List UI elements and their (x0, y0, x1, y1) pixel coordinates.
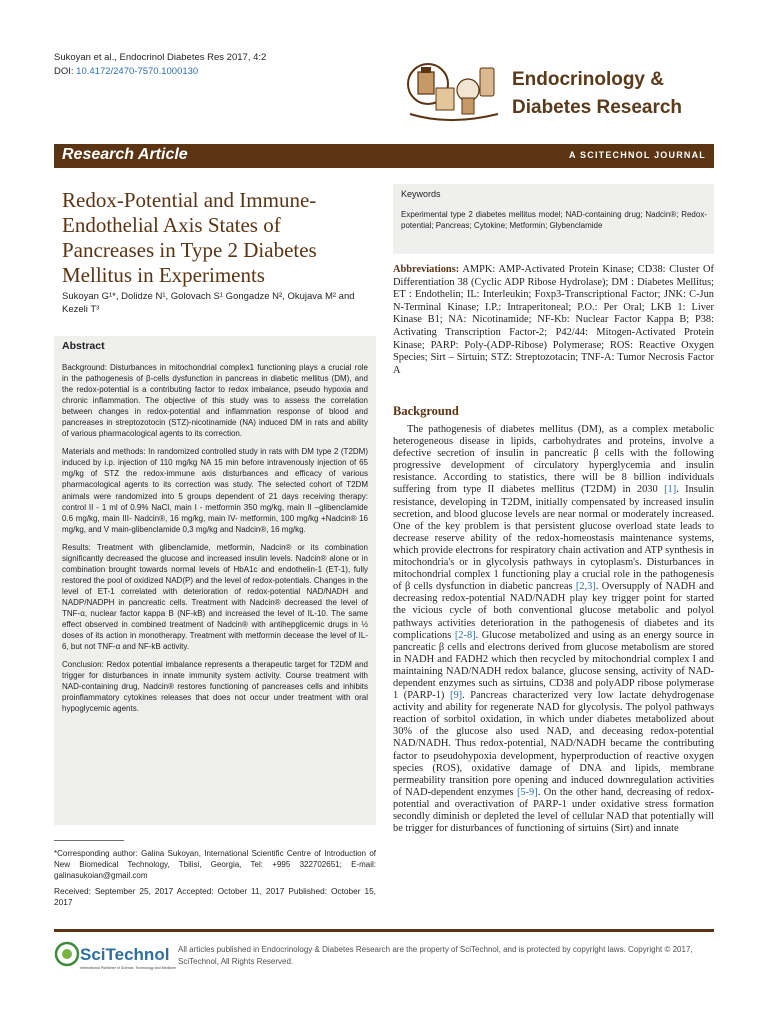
corresponding-author: *Corresponding author: Galina Sukoyan, International Scientific Centre of Introduction of New Biomedical Technology, Tbilisi, Georgia, Tel: +995 322702651; E-mail: galinasukoian@gmail.com (54, 849, 376, 880)
keywords-heading: Keywords (401, 189, 441, 199)
publisher-tag: A SCITECHNOL JOURNAL (568, 150, 706, 160)
background-text-4: . Glucose metabolized and using as an energy source in pancreatic β cells and electrons derived from glucose metabolism are stored in NADH and FADH2 which then recycled by mitochondrial complex I and maintaining NAD/NADH redox balance, glucose sensing, activity of NAD-dependent enzymes such as sirtuins, CD38 and polyADP ribose polymerase 1 (PARP-1) (393, 629, 714, 702)
scitechnol-brand-text: SciTechnol (80, 945, 170, 964)
keywords-text: Experimental type 2 diabetes mellitus model; NAD-containing drug; Nadcin®; Redox-potential; Pancreas; Cytokine; Metformin; Glybenclamide (401, 210, 707, 230)
abbreviations-label: Abbreviations: (393, 264, 460, 275)
background-heading: Background (393, 404, 459, 418)
citation-link[interactable]: [5-9] (516, 786, 538, 798)
citation-link[interactable]: [2-8] (454, 629, 476, 641)
citation-link[interactable]: [2,3] (575, 581, 596, 593)
abstract-heading: Abstract (62, 340, 105, 352)
article-title: Redox-Potential and Immune-Endothelial Axis States of Pancreases in Type 2 Diabetes Mellitus in Experiments (62, 188, 317, 287)
abstract-methods: Materials and methods: In randomized controlled study in rats with DM type 2 (T2DM) induced by i.p. injection of 110 mg/kg NA 15 min before intravenously injection of 65 mg/kg of STZ the redox-immune axis disturbances and efficacy of various pharmacological agents to its correction was study. The selected cohort of T2DM animals were randomized into 5 groups dependent of 21 days receiving therapy: control II - 1 ml of 0.9% NaCl, main I - metformin 350 mg/kg, main II –glibenclamide 0.6 mg/kg, main III- Nadcin®, 16 mg/kg, main IV- metformin, 100 mg/kg +Nadcin® 16 mg/kg, and V main-glibenclamide 0,3 mg/kg and Nadcin®, 16 mg/kg. (62, 447, 368, 534)
abstract-background: Background: Disturbances in mitochondrial complex1 functioning plays a crucial role in the pathogenesis of β-cells dysfunction in pancreas in diabetic mellitus (DM), and the redox-potential is a contributing factor to redox imbalance, pseudo hypoxia and chronic inflammation. The objective of this study was to assess the correlation between changes in redox-potential and inflammation response of blood and pancreases in streptozotocin (STZ)-nicotinamide (NA) induced DM in rats and ability of various pharmacological agents to its correction. (62, 363, 368, 439)
background-text-2: . Insulin resistance, developing in T2DM, initially compensated by increased insulin secretion, and blood glucose levels are near normal or moderately increased. One of the key problem is that persistent glucose overload state leads to decrease reserve ability of the redox-homeostasis maintenance systems, which provide electrons for respiratory chain activation and ATP synthesis in mitochondria's or in glycolysis pathways in cytoplasm's. Disturbances in mitochondrial complex 1 functioning play a crucial role in the pathogenesis of β cells dysfunction in diabetic pancreas (393, 484, 714, 593)
doi-link[interactable]: 10.4172/2470-7570.1000130 (76, 66, 199, 77)
author-list: Sukoyan G¹*, Dolidze N¹, Golovach S¹ Gongadze N², Okujava M² and Kezeli T³ (62, 291, 355, 315)
scitechnol-logo (54, 938, 177, 976)
doi-line (54, 66, 198, 77)
keywords-panel (393, 184, 714, 254)
background-paragraph (393, 424, 714, 835)
footer-rule (54, 929, 714, 932)
citation-link[interactable]: [1] (664, 484, 677, 496)
abbreviations-text: AMPK: AMP-Activated Protein Kinase; CD38: Cluster Of Differentiation 38 (Cyclic ADP Ribose Hydrolase); DM : Diabetes Mellitus; ET : Endothelin; IL: Interleukin; Foxp3-Transcriptional Factor; JNK: C-Jun N-Terminal Kinase; I.P.: Intraperitoneal; P.O.: Per Oral; LKB 1: Liver Kinase B1; NA: Nicotinamide; NF-Kb: Nuclear Factor Kappa B; P38: Activating Transcription Factor-2; P42/44: Mitogen-Activated Protein Kinase; PARP: Poly-(ADP-Ribose) Polymerase; ROS: Reactive Oxygen Species; Sirt – Sirtuin; STZ: Streptozotacin; TNF-A: Tumor Necrosis Factor A (393, 264, 714, 376)
abstract-panel (54, 336, 376, 825)
article-type: Research Article (62, 146, 188, 163)
copyright-notice: All articles published in Endocrinology & Diabetes Research are the property of SciTechnol, and is protected by copyright laws. Copyright © 2017, SciTechnol, All Rights Reserved. (178, 945, 693, 966)
abstract-results: Results: Treatment with glibenclamide, metformin, Nadcin® or its combination significantly decreased the glucose and increased insulin levels. Nadcin® alone or in combination brought towards normal levels of HbA1c and endothelin-1 (ET-1), fully restored the pool of oxidized NAD(P) and the level of redox-potentials. Changes in the level of ET-1 correlated with deterioration of redox-potential NAD/NADH and NADP/NADPH in pancreatic cells. Treatment with Nadcin® decreased the level of TNF-α, nuclear factor kappa B (NF-kB) and increased the level of IL-10. The same effect observed in combined treatment of Nadcin® with antihepglicemic drugs in ½ doses of its action in monotherapy. Treatment with metformin decease the level of IL-6, but not TNF-α and NF-kB activity. (62, 542, 368, 652)
background-text-5: . Pancreas characterized very low lactate dehydrogenase activity and ability for regenerate NAD for glycolysis. The polyol pathways reaction of sorbitol oxidation, in which under diabetes metabolized about 30% of the glucose also used NAD, and deceasing redox-potential NAD/NADH. Thus redox-potential, NAD/NADH became the contributing factor to pseudohypoxia development, hyperproduction of reactive oxygen species (ROS), oxidative damage of DNA and lipids, membrane permeability transition pore opening and induced downregulation activities of NAD-dependent enzymes (393, 690, 714, 798)
journal-logo-illustration (406, 56, 502, 126)
citation-line: Sukoyan et al., Endocrinol Diabetes Res 2017, 4:2 (54, 52, 267, 63)
citation-link[interactable]: [9] (449, 690, 463, 702)
article-type-bar (54, 144, 714, 168)
journal-name (512, 66, 708, 122)
scitechnol-tagline: International Publisher of Science, Technology and Medicine (80, 966, 177, 970)
background-text-3: . Oversupply of NADH and decreasing redox-potential NAD/NADH play key trigger point for started the vicious cycle of both conventional glucose metabolic and polyol pathways activities deterioration in the pathogenesis of diabetes and its complications (393, 581, 714, 641)
journal-name-line1: Endocrinology & (512, 69, 664, 90)
background-text-1: The pathogenesis of diabetes mellitus (DM), as a complex metabolic heterogeneous disease in lipids, carbohydrates and proteins, involve a defective secretion of insulin in pancreatic β cells with the following progressive development of circulatory hyperglycemia and insulin resistance. According to statistics, there will be 8 billion individuals suffering from type II diabetes mellitus (T2DM) in 2030 (393, 424, 714, 496)
journal-name-line2: Diabetes Research (512, 97, 683, 118)
background-text-6: . On the other hand, decreasing of redox-potential and overactivation of PARP-1 under oxidative stress formation secondly diminish or depleted the level of cellular NAD that potentially will be trigger for disturbances of functioning of sirtuins (Sirt) and innate (393, 786, 714, 835)
abbreviations (393, 264, 714, 377)
publication-dates: Received: September 25, 2017 Accepted: October 11, 2017 Published: October 15, 2017 (54, 886, 376, 907)
abstract-body (62, 362, 368, 721)
footnote-divider (54, 840, 124, 841)
doi-label: DOI: (54, 66, 74, 77)
abstract-conclusion: Conclusion: Redox potential imbalance represents a therapeutic target for T2DM and trigger for disturbances in innate immunity system activity. Course treatment with NAD-containing drug, Nadcin® restores functioning of pancreases cells and inhibits proinflammatory cytokines releases that does not occur under treatment with oral hypoglycemic agents. (62, 660, 368, 714)
